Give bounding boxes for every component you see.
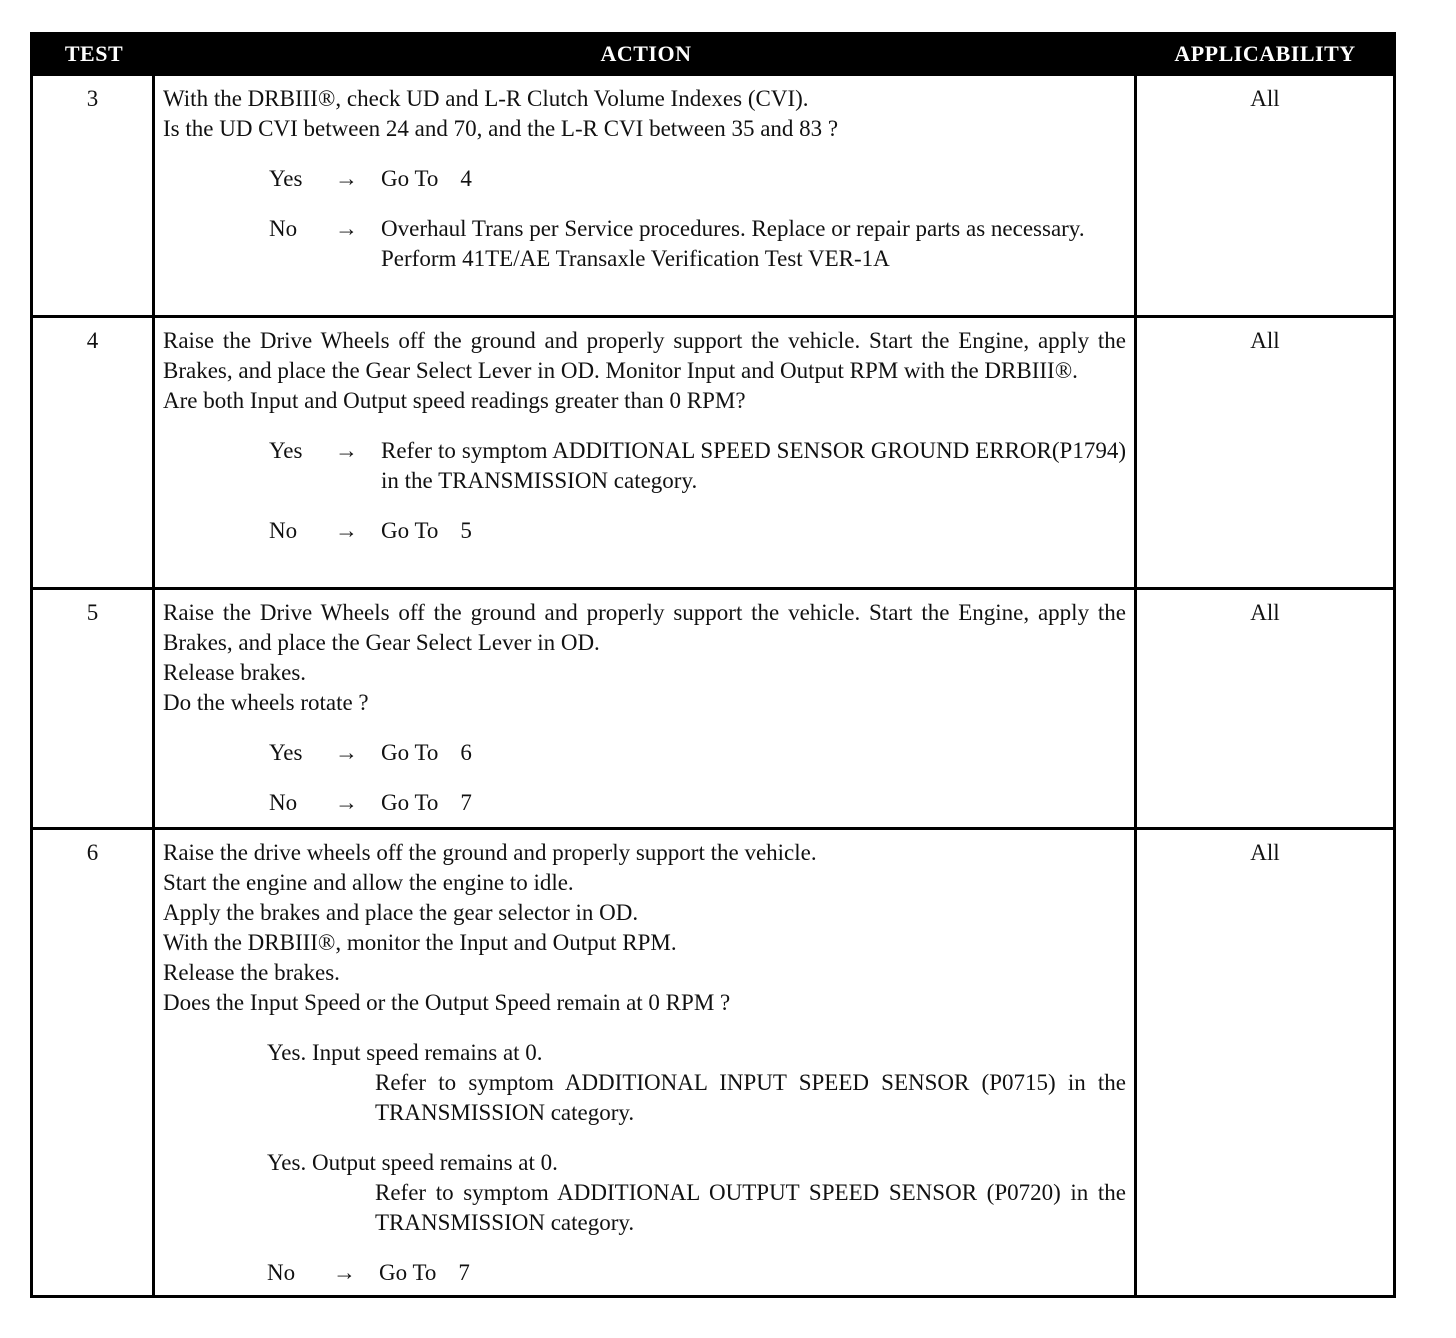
answer-result: Refer to symptom ADDITIONAL SPEED SENSOR GROUND ERROR(P1794) in the TRANSMISSION category.: [381, 438, 1126, 493]
no-answer: [269, 788, 1126, 818]
action-cell: [155, 830, 1137, 1295]
question-line: Raise the Drive Wheels off the ground and properly support the vehicle. Start the Engine, apply the Brakes, and place the Gear Select Lever in OD. Monitor Input and Output RPM with the DRBIII®.: [163, 328, 1126, 383]
question-line: Does the Input Speed or the Output Speed remain at 0 RPM ?: [163, 990, 731, 1015]
action-cell: [155, 318, 1137, 587]
arrow-icon: →: [335, 740, 358, 765]
answer-label: No: [269, 790, 298, 815]
goto-number: 4: [460, 166, 472, 191]
goto-number: 5: [460, 518, 472, 543]
applicability-cell: All: [1250, 86, 1280, 111]
question-line: Raise the drive wheels off the ground and properly support the vehicle.: [163, 840, 817, 865]
yes-answer: [269, 436, 1126, 496]
answer-result: [381, 516, 1126, 546]
answer-result: [381, 738, 1126, 768]
test-number: 5: [33, 590, 155, 827]
question-line: Release the brakes.: [163, 960, 340, 985]
answer-label: Yes: [269, 438, 303, 463]
table-row: [33, 587, 1393, 827]
question-line: With the DRBIII®, monitor the Input and Output RPM.: [163, 930, 677, 955]
action-cell: [155, 590, 1137, 827]
goto-text: Go To: [379, 1260, 437, 1285]
goto-text: Go To: [381, 518, 439, 543]
no-answer: [269, 214, 1126, 274]
answer-result: [379, 1258, 1126, 1288]
arrow-icon: →: [335, 216, 358, 241]
arrow-icon: →: [335, 790, 358, 815]
answer-result: [381, 214, 1126, 274]
answer-label: Yes: [269, 740, 303, 765]
answer-label: No: [269, 216, 298, 241]
test-number: 4: [33, 318, 155, 587]
applicability-cell: All: [1250, 840, 1280, 865]
answer-result: [381, 788, 1126, 818]
header-applicability: APPLICABILITY: [1174, 41, 1356, 66]
answer-result: [381, 164, 1126, 194]
goto-number: 7: [458, 1260, 470, 1285]
action-cell: [155, 76, 1137, 315]
goto-number: 7: [460, 790, 472, 815]
answer-label: Yes. Input speed remains at 0.: [267, 1040, 543, 1065]
question-line: Raise the Drive Wheels off the ground and properly support the vehicle. Start the Engine, apply the Brakes, and place the Gear Select Lever in OD.: [163, 600, 1126, 655]
header-test: TEST: [64, 41, 124, 66]
answer-text: Perform 41TE/AE Transaxle Verification Test VER-1A: [381, 246, 890, 271]
question-line: Apply the brakes and place the gear selector in OD.: [163, 900, 639, 925]
arrow-icon: →: [335, 438, 358, 463]
table-row: [33, 73, 1393, 315]
arrow-icon: →: [333, 1260, 356, 1285]
question-line: Do the wheels rotate ?: [163, 690, 369, 715]
answer-label: No: [269, 518, 298, 543]
no-answer: [269, 516, 1126, 546]
yes-input-answer: [267, 1038, 1126, 1128]
test-number: 6: [33, 830, 155, 1295]
answer-result: Refer to symptom ADDITIONAL OUTPUT SPEED SENSOR (P0720) in the TRANSMISSION category.: [375, 1180, 1126, 1235]
no-answer: [267, 1258, 1126, 1288]
diagnostic-table: [30, 32, 1396, 1298]
arrow-icon: →: [335, 166, 358, 191]
goto-text: Go To: [381, 740, 439, 765]
goto-number: 6: [460, 740, 472, 765]
test-number: 3: [33, 76, 155, 315]
answer-result: Refer to symptom ADDITIONAL INPUT SPEED SENSOR (P0715) in the TRANSMISSION category.: [375, 1070, 1126, 1125]
answer-label: No: [267, 1260, 296, 1285]
arrow-icon: →: [335, 518, 358, 543]
answer-label: Yes. Output speed remains at 0.: [267, 1150, 558, 1175]
applicability-cell: All: [1250, 328, 1280, 353]
table-header: [33, 35, 1393, 73]
applicability-cell: All: [1250, 600, 1280, 625]
question-line: Release brakes.: [163, 660, 307, 685]
goto-text: Go To: [381, 166, 439, 191]
question-line: With the DRBIII®, check UD and L-R Clutch Volume Indexes (CVI).: [163, 86, 809, 111]
answer-label: Yes: [269, 166, 303, 191]
yes-answer: [269, 164, 1126, 194]
goto-text: Go To: [381, 790, 439, 815]
header-action: ACTION: [600, 41, 692, 66]
yes-output-answer: [267, 1148, 1126, 1238]
question-line: Are both Input and Output speed readings greater than 0 RPM?: [163, 388, 746, 413]
question-line: Is the UD CVI between 24 and 70, and the L-R CVI between 35 and 83 ?: [163, 116, 839, 141]
question-line: Start the engine and allow the engine to idle.: [163, 870, 574, 895]
table-row: [33, 315, 1393, 587]
table-row: [33, 827, 1393, 1295]
answer-text: Overhaul Trans per Service procedures. Replace or repair parts as necessary.: [381, 216, 1085, 241]
yes-answer: [269, 738, 1126, 768]
